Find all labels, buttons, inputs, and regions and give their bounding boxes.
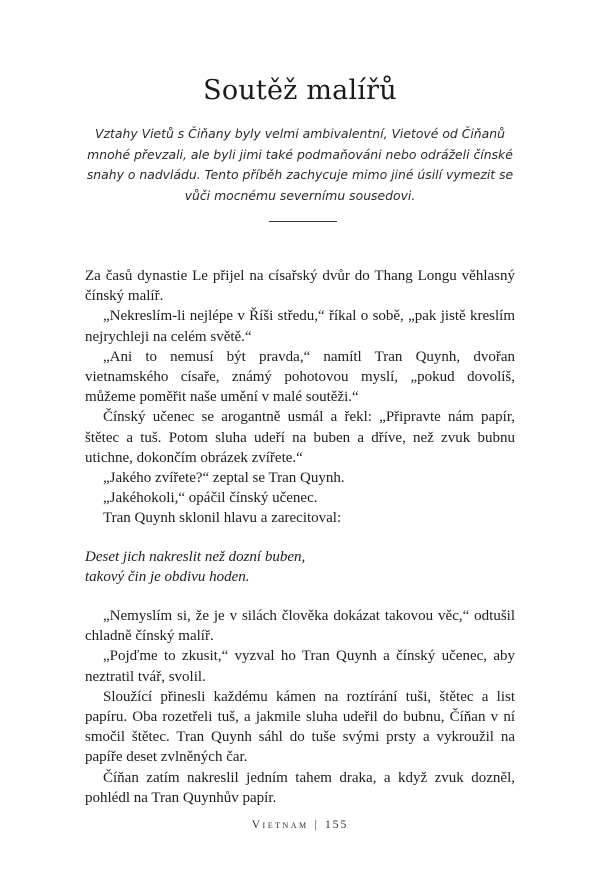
story-paragraph: „Jakéhokoli,“ opáčil čínský učenec.	[103, 490, 318, 507]
story-paragraph: „Jakého zvířete?“ zeptal se Tran Quynh.	[103, 470, 345, 487]
story-paragraph: Tran Quynh sklonil hlavu a zarecitoval:	[103, 510, 342, 527]
verse-line: takový čin je obdivu hoden.	[85, 568, 250, 585]
story-paragraph: Čínský učenec se arogantně usmál a řekl: „Připravte nám papír, štětec a tuš. Potom sluha udeří na buben a dříve, než zvuk bubnu utichne, dokončím obrázek zvířete.“	[85, 409, 515, 466]
verse-line: Deset jich nakreslit než dozní buben,	[85, 548, 306, 565]
story-paragraph: Za časů dynastie Le přijel na císařský dvůr do Thang Longu věhlasný čínský malíř.	[85, 268, 515, 305]
story-paragraph: „Nemyslím si, že je v silách člověka dokázat takovou věc,“ odtušil chladně čínský malíř.	[85, 608, 515, 645]
story-body	[85, 266, 515, 808]
story-paragraph: „Ani to nemusí být pravda,“ namítl Tran Quynh, dvořan vietnamského císaře, známý pohotovou myslí, „pokud dovolíš, můžeme poměřit naše umění v malé soutěži.“	[85, 348, 515, 406]
story-paragraph: Sloužící přinesli každému kámen na roztírání tuši, štětec a list papíru. Oba rozetřeli tuš, a jakmile sluha udeřil do bubnu, Číňan v ní smočil štětec. Tran Quynh sáhl do tuše svými prsty a vykroužil na papíře deset zvlněných čar.	[85, 688, 515, 766]
story-paragraph: Číňan zatím nakreslil jedním tahem draka, a když zvuk dozněl, pohlédl na Tran Quynhův papír.	[85, 769, 515, 806]
verse	[85, 547, 515, 587]
running-footer-section: Vietnam	[251, 819, 309, 831]
page-title: Soutěž malířů	[203, 75, 397, 106]
intro-paragraph: Vztahy Vietů s Čiňany byly velmi ambivalentní, Vietové od Čiňanů mnohé převzali, ale byli jimi také podmaňováni nebo odráželi čínské snahy o nadvládu. Tento příběh zachycuje mimo jiné úsilí vymezit se vůči mocnému severnímu sousedovi.	[86, 126, 514, 203]
story-paragraph: „Pojďme to zkusit,“ vyzval ho Tran Quynh a čínský učenec, aby neztratil tvář, svolil.	[85, 648, 515, 685]
page-footer	[0, 819, 600, 831]
story-paragraph: „Nekreslím-li nejlépe v Říši středu,“ říkal o sobě, „pak jistě kreslím nejrychleji na celém světě.“	[85, 308, 515, 345]
footer-separator: |	[314, 819, 319, 831]
section-divider	[269, 221, 337, 222]
page-number: 155	[324, 819, 349, 831]
